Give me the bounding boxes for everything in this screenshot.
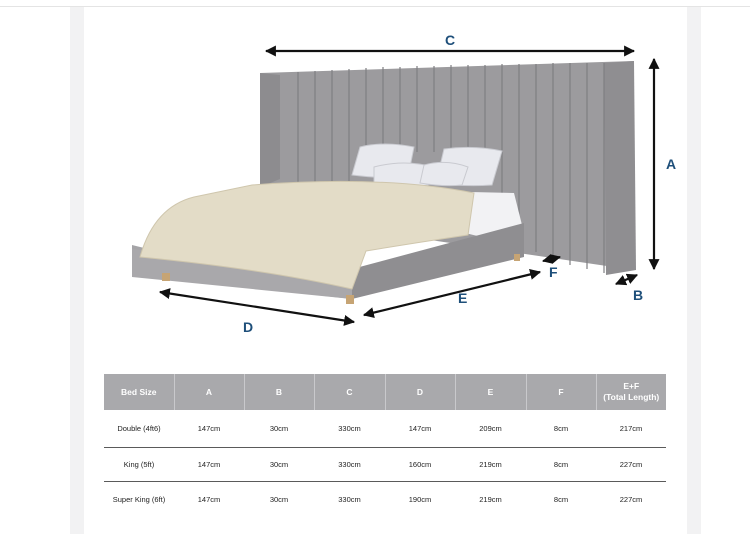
cell-bed-size: King (5ft) [104,448,174,482]
cell-c: 330cm [314,448,385,482]
cell-f: 8cm [553,494,569,504]
table-row [104,410,666,448]
cell-bed-size: Double (4ft6) [104,410,174,448]
cell-d: 160cm [385,448,455,482]
header-e: E [455,374,526,410]
bed-size-spec-table [104,374,666,516]
dimension-label-c: C [445,32,456,48]
bed-illustration [84,7,687,367]
dimension-label-b: B [633,287,644,303]
table-row [104,482,666,517]
bed-leg [514,254,520,261]
cell-b: 30cm [244,410,314,448]
header-total-length-line1: E+F [623,381,640,391]
cell-d: 190cm [408,494,432,504]
header-c: C [314,374,385,410]
bed-leg [162,273,170,281]
header-a: A [174,374,244,410]
cell-b: 30cm [244,448,314,482]
cell-e: 219cm [455,448,526,482]
dimension-label-f: F [549,264,558,280]
right-margin-panel [687,7,701,534]
header-b: B [244,374,314,410]
header-d: D [385,374,455,410]
left-margin-panel [70,7,84,534]
dimension-label-e: E [458,290,468,306]
header-bed-size: Bed Size [104,374,174,410]
cell-b: 30cm [269,494,289,504]
headboard-left-wing [260,73,280,187]
cell-c: 330cm [338,494,361,504]
cell-d: 147cm [385,410,455,448]
bed-dimension-diagram [84,7,687,367]
cell-total: 217cm [596,410,666,448]
header-f: F [526,374,596,410]
header-total-length-line2: (Total Length) [603,392,660,402]
cell-f: 8cm [526,410,596,448]
cell-a: 147cm [197,494,221,504]
headboard-right-wing [604,61,636,275]
cell-c: 330cm [314,410,385,448]
dimension-arrow-b [616,275,637,284]
bed-leg [346,295,354,304]
table-row [104,448,666,482]
cell-e: 219cm [479,494,502,504]
dimension-label-d: D [243,319,254,335]
table-header-row [104,374,666,410]
dimension-arrow-d [160,292,354,322]
cell-total: 227cm [596,448,666,482]
cell-a: 147cm [174,410,244,448]
cell-bed-size: Super King (6ft) [112,494,166,504]
cell-total: 227cm [619,494,643,504]
dimension-label-a: A [666,156,677,172]
cell-f: 8cm [526,448,596,482]
cell-e: 209cm [455,410,526,448]
cell-a: 147cm [174,448,244,482]
header-total-length [596,374,666,410]
